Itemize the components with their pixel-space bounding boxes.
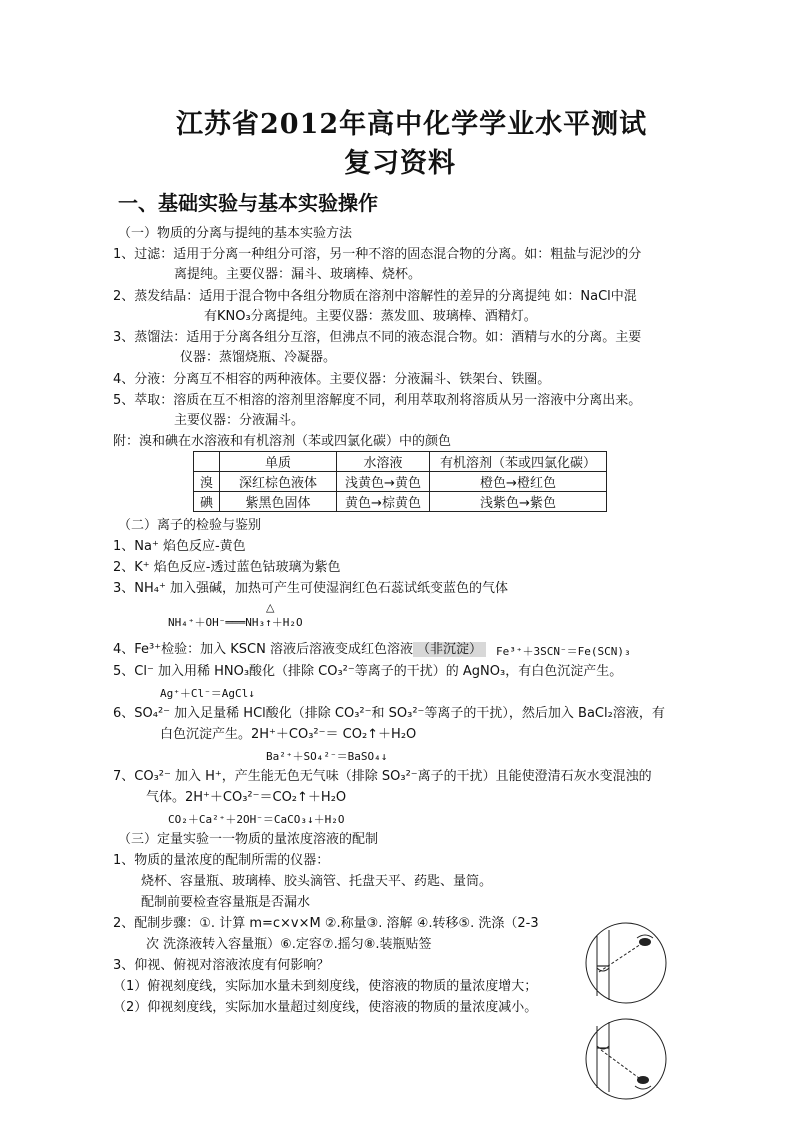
- page-subtitle: 复习资料: [344, 148, 456, 179]
- item-filtration: 1、过滤：适用于分离一种组分可溶，另一种不溶的固态混合物的分离。如：粗盐与泥沙的分: [113, 247, 642, 262]
- prep-instrument-list: 烧杯、容量瓶、玻璃棒、胶头滴管、托盘天平、药匙、量筒。: [141, 874, 493, 889]
- table-header-cell: 水溶液: [337, 452, 430, 472]
- ion-co3-cont: 气体。2H⁺＋CO₃²⁻＝CO₂↑＋H₂O: [146, 790, 347, 805]
- item-distillation: 3、蒸馏法：适用于分离各组分互溶，但沸点不同的液态混合物。如：酒精与水的分离。主要: [113, 330, 642, 345]
- item-evaporation: 2、蒸发结晶：适用于混合物中各组分物质在溶剂中溶解性的差异的分离提纯 如：NaCl中混: [113, 289, 637, 304]
- equation-co3: CO₂＋Ca²⁺＋2OH⁻＝CaCO₃↓＋H₂O: [168, 813, 345, 826]
- looking-down-diagram: [585, 922, 667, 1004]
- ion-na: 1、Na⁺ 焰色反应-黄色: [113, 539, 246, 554]
- equation-cl: Ag⁺＋Cl⁻＝AgCl↓: [160, 687, 255, 700]
- prep-looking-up: （2）仰视刻度线，实际加水量超过刻度线，使溶液的物质的量浓度减小。: [113, 1000, 538, 1015]
- color-table: [193, 451, 607, 512]
- table-row: [194, 472, 607, 492]
- ion-so4: 6、SO₄²⁻ 加入足量稀 HCl酸化（排除 CO₃²⁻和 SO₃²⁻等离子的干扰），然后加入 BaCl₂溶液，有: [113, 706, 665, 721]
- equation-fe: Fe³⁺＋3SCN⁻＝Fe(SCN)₃: [496, 645, 631, 658]
- heat-triangle-icon: △: [266, 601, 275, 614]
- prep-looking-down: （1）俯视刻度线，实际加水量未到刻度线，使溶液的物质的量浓度增大；: [113, 979, 538, 994]
- prep-check-note: 配制前要检查容量瓶是否漏水: [141, 895, 311, 910]
- table-cell: 碘: [194, 492, 220, 512]
- prep-question: 3、仰视、俯视对溶液浓度有何影响？: [113, 958, 330, 973]
- table-header-cell: [194, 452, 220, 472]
- table-row: [194, 492, 607, 512]
- item-evaporation-cont: 有KNO₃分离提纯。主要仪器：蒸发皿、玻璃棒、酒精灯。: [204, 309, 537, 324]
- ion-co3: 7、CO₃²⁻ 加入 H⁺，产生能无色无气味（排除 SO₃²⁻离子的干扰）且能使澄清石灰水变混浊的: [113, 769, 652, 784]
- ion-fe-text: 4、Fe³⁺检验：加入 KSCN 溶液后溶液变成红色溶液: [113, 642, 413, 657]
- table-cell: 溴: [194, 472, 220, 492]
- item-separatory: 4、分液：分离互不相容的两种液体。主要仪器：分液漏斗、铁架台、铁圈。: [113, 372, 551, 387]
- looking-down-svg: [585, 922, 667, 1004]
- equation-so4: Ba²⁺＋SO₄²⁻＝BaSO₄↓: [266, 750, 388, 763]
- looking-up-svg: [585, 1018, 667, 1100]
- item-extraction-cont: 主要仪器：分液漏斗。: [174, 413, 305, 428]
- ion-nh4: 3、NH₄⁺ 加入强碱，加热可产生可使湿润红色石蕊试纸变蓝色的气体: [113, 581, 508, 596]
- item-filtration-cont: 离提纯。主要仪器：漏斗、玻璃棒、烧杯。: [174, 267, 422, 282]
- equation-nh4: NH₄⁺＋OH⁻═══NH₃↑＋H₂O: [168, 616, 303, 629]
- table-cell: 浅紫色→紫色: [430, 492, 607, 512]
- looking-up-diagram: [585, 1018, 667, 1100]
- table-header-cell: 有机溶剂（苯或四氯化碳）: [430, 452, 607, 472]
- table-header-cell: 单质: [220, 452, 337, 472]
- ion-cl: 5、Cl⁻ 加入用稀 HNO₃酸化（排除 CO₃²⁻等离子的干扰）的 AgNO₃，有白色沉淀产生。: [113, 664, 623, 679]
- prep-steps-cont: 次 洗涤液转入容量瓶）⑥.定容⑦.摇匀⑧.装瓶贴签: [146, 937, 432, 952]
- subsection-separation: （一）物质的分离与提纯的基本实验方法: [118, 226, 353, 241]
- section-heading: 一、基础实验与基本实验操作: [118, 191, 378, 215]
- prep-instruments: 1、物质的量浓度的配制所需的仪器：: [113, 853, 330, 868]
- ion-so4-cont: 白色沉淀产生。2H⁺＋CO₃²⁻＝ CO₂↑＋H₂O: [160, 727, 417, 742]
- table-cell: 黄色→棕黄色: [337, 492, 430, 512]
- appendix-note: 附：溴和碘在水溶液和有机溶剂（苯或四氯化碳）中的颜色: [113, 434, 452, 449]
- page-title: 江苏省2012年高中化学学业水平测试: [176, 109, 648, 140]
- ion-fe: [113, 641, 486, 659]
- subsection-ion-tests: （二）离子的检验与鉴别: [118, 518, 262, 533]
- item-distillation-cont: 仪器：蒸馏烧瓶、冷凝器。: [180, 350, 337, 365]
- table-cell: 浅黄色→黄色: [337, 472, 430, 492]
- item-extraction: 5、萃取：溶质在互不相溶的溶剂里溶解度不同，利用萃取剂将溶质从另一溶液中分离出来。: [113, 393, 642, 408]
- subsection-solution-prep: （三）定量实验一一物质的量浓度溶液的配制: [118, 832, 379, 847]
- ion-fe-highlight: （非沉淀）: [413, 642, 486, 657]
- table-cell: 紫黑色固体: [220, 492, 337, 512]
- table-header-row: [194, 452, 607, 472]
- ion-k: 2、K⁺ 焰色反应-透过蓝色钴玻璃为紫色: [113, 560, 341, 575]
- table-cell: 深红棕色液体: [220, 472, 337, 492]
- table-cell: 橙色→橙红色: [430, 472, 607, 492]
- prep-steps: 2、配制步骤：①. 计算 m=c×v×M ②.称量③. 溶解 ④.转移⑤. 洗涤（2-3: [113, 916, 539, 931]
